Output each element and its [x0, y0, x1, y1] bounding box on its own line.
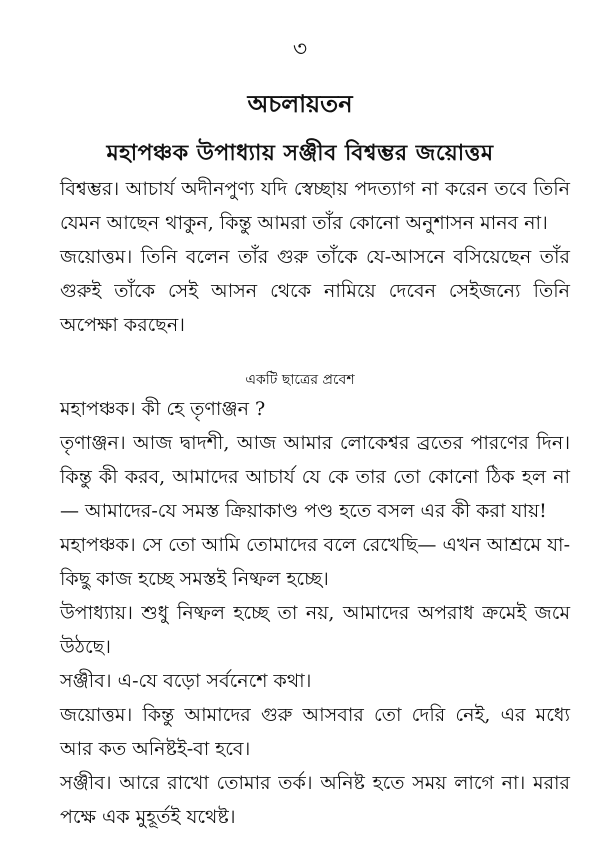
dialogue-line: জয়োত্তম। কিন্তু আমাদের গুরু আসবার তো দেরি নেই, এর মধ্যে আর কত অনিষ্টই-বা হবে।: [60, 704, 570, 760]
dialogue-line: সঞ্জীব। এ-যে বড়ো সর্বনেশে কথা।: [60, 670, 312, 692]
dialogue-block-1: [60, 172, 570, 342]
dialogue-line: বিশ্বম্ভর। আচার্য অদীনপুণ্য যদি স্বেচ্ছায় পদত্যাগ না করেন তবে তিনি যেমন আছেন থাকুন, কিন্তু আমরা তাঁর কোনো অনুশাসন মানব না।: [60, 178, 570, 234]
dialogue-block-2: [60, 392, 570, 834]
dialogue-line: জয়োত্তম। তিনি বলেন তাঁর গুরু তাঁকে যে-আসনে বসিয়েছেন তাঁর গুরুই তাঁকে সেই আসন থেকে নামিয়ে দেবেন সেইজন্যে তিনি অপেক্ষা করছেন।: [60, 246, 570, 336]
dialogue-line: তৃণাঞ্জন। আজ দ্বাদশী, আজ আমার লোকেশ্বর ব্রতের পারণের দিন। কিন্তু কী করব, আমাদের আচার্য যে কে তার তো কোনো ঠিক হল না— আমাদের-যে সমস্ত ক্রিয়াকাণ্ড পণ্ড হতে বসল এর কী করা যায়!: [60, 432, 570, 522]
dialogue-line: উপাধ্যায়। শুধু নিষ্ফল হচ্ছে তা নয়, আমাদের অপরাধ ক্রমেই জমে উঠছে।: [60, 602, 570, 658]
play-title: অচলায়তন: [247, 89, 353, 118]
stage-direction: একটি ছাত্রের প্রবেশ: [245, 372, 355, 388]
page-number: ৩: [292, 37, 308, 62]
dialogue-line: সঞ্জীব। আরে রাখো তোমার তর্ক। অনিষ্ট হতে সময় লাগে না। মরার পক্ষে এক মুহূর্তই যথেষ্ট।: [60, 772, 570, 828]
character-list: মহাপঞ্চক উপাধ্যায় সঞ্জীব বিশ্বম্ভর জয়োত্তম: [106, 140, 494, 166]
dialogue-line: মহাপঞ্চক। কী হে তৃণাঞ্জন ?: [60, 398, 266, 420]
dialogue-line: মহাপঞ্চক। সে তো আমি তোমাদের বলে রেখেছি— এখন আশ্রমে যা-কিছু কাজ হচ্ছে সমস্তই নিষ্ফল হচ্ছে।: [60, 534, 570, 590]
